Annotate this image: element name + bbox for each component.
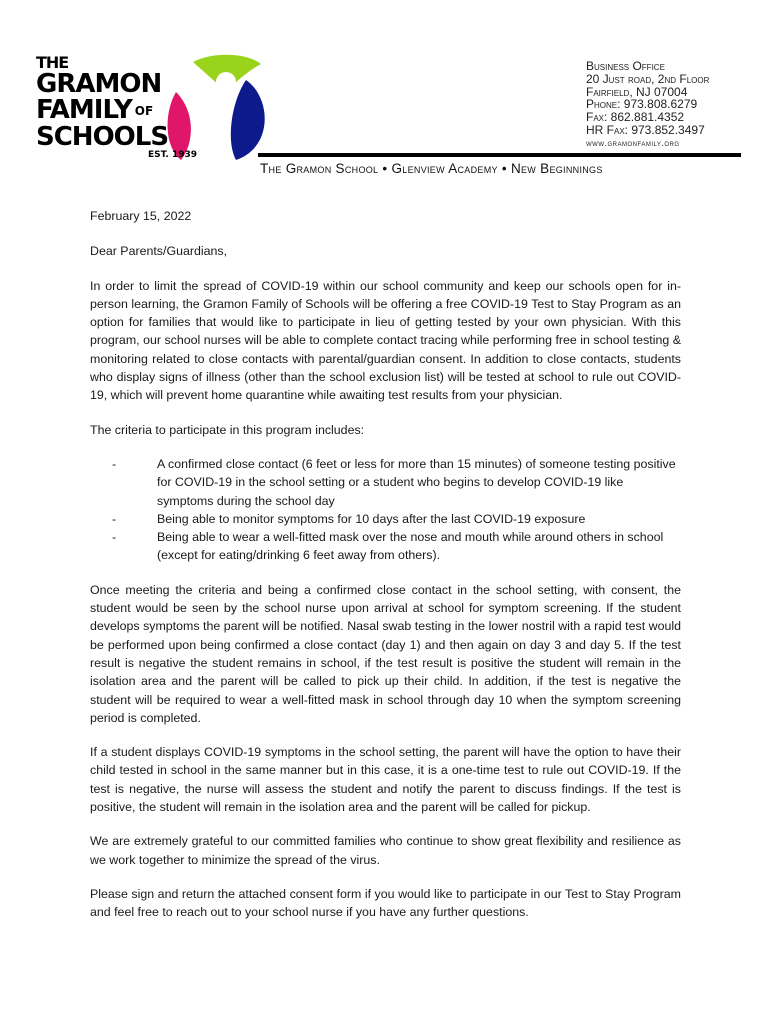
criteria-intro: The criteria to participate in this program includes: [90,422,365,437]
list-item: - Being able to wear a well-fitted mask over the nose and mouth while around others in school (except for eating/drinking 6 feet away from others). [112,530,664,563]
paragraph: Once meeting the criteria and being a confirmed close contact in the school setting, with consent, the student would be seen by the school nurse upon arrival at school for symptom screening. If the student develops symptoms the parent will be notified. Nasal swab testing in the lower nostril with a rapid test would be performed upon being confirmed a close contact (day 1) and then again on day 3 and day 5. If the test result is negative the student remains in school, if the test result is positive the student will remain in the isolation area and the parent will be called to pick up their child. In addition, if the test is negative the student will be required to wear a well-fitted mask in school through day 10 when the symptom screening period is completed. [90,582,681,725]
header-divider [258,153,741,157]
schools-line: The Gramon School • Glenview Academy • New Beginnings [260,161,603,176]
office-line: Business Office [586,59,665,73]
list-item: - A confirmed close contact (6 feet or less for more than 15 minutes) of someone testing positive for COVID-19 in the school setting or a student who begins to develop COVID-19 like symptoms during the school day [112,456,676,508]
paragraph: Please sign and return the attached consent form if you would like to participate in our Test to Stay Program and feel free to reach out to your school nurse if you have any further questions. [90,886,681,920]
gramon-logo [36,52,276,164]
logo-text-schools: SCHOOLS [36,121,169,152]
logo-text-gramon: GRAMON [36,69,162,99]
business-office-address [586,60,709,150]
logo-row-family [36,97,197,124]
paragraph: We are extremely grateful to our committed families who continue to show great flexibility and resilience as we work together to minimize the spread of the virus. [90,834,681,867]
office-line: 20 Just road, 2nd Floor [586,71,710,86]
logo-wordmark [36,54,197,161]
list-item-text: A confirmed close contact (6 feet or less for more than 15 minutes) of someone testing positive for COVID-19 in the school setting or a student who begins to develop COVID-19 like symptoms during the school day [157,456,676,508]
logo-text-of: OF [134,103,154,118]
paragraph: If a student displays COVID-19 symptoms in the school setting, the parent will have the option to have their child tested in school in the same manner but in this case, it is a one-time test to rule out COVID-19. If the test is negative, the nurse will assess the student and notify the parent to discuss findings. If the test is positive, the student will remain in the isolation area and the parent will be called for pickup. [90,745,681,815]
office-line: Phone: 973.808.6279 [586,97,698,112]
paragraph: In order to limit the spread of COVID-19 within our school community and keep our schools open for in-person learning, the Gramon Family of Schools will be offering a free COVID-19 Test to Stay Program as an option for families that would like to participate in lieu of getting tested by your own physician. With this program, our school nurses will be able to complete contact tracing while performing free in school testing & monitoring related to close contacts with parental/guardian consent. In addition to close contacts, students who display signs of illness (other than the school exclusion list) will be tested at school to rule out COVID-19, which will prevent home quarantine while awaiting test results from your physician. [90,278,681,403]
salutation: Dear Parents/Guardians, [90,244,228,259]
office-line: HR Fax: 973.852.3497 [586,122,705,137]
logo-text-the: THE [36,53,69,72]
letter-body [90,207,681,938]
logo-text-family: FAMILY [36,95,132,125]
list-item-text: Being able to monitor symptoms for 10 days after the last COVID-19 exposure [157,511,586,526]
office-line: Fax: 862.881.4352 [586,110,685,125]
office-line: Fairfield, NJ 07004 [586,84,688,99]
list-item-text: Being able to wear a well-fitted mask over the nose and mouth while around others in school (except for eating/drinking 6 feet away from others). [157,530,664,563]
letter-date: February 15, 2022 [90,209,192,223]
logo-text-est: EST. 1939 [148,149,198,160]
website-link[interactable]: www.gramonfamily.org [586,137,680,148]
criteria-list [90,455,681,565]
list-item: - Being able to monitor symptoms for 10 days after the last COVID-19 exposure [112,511,586,526]
